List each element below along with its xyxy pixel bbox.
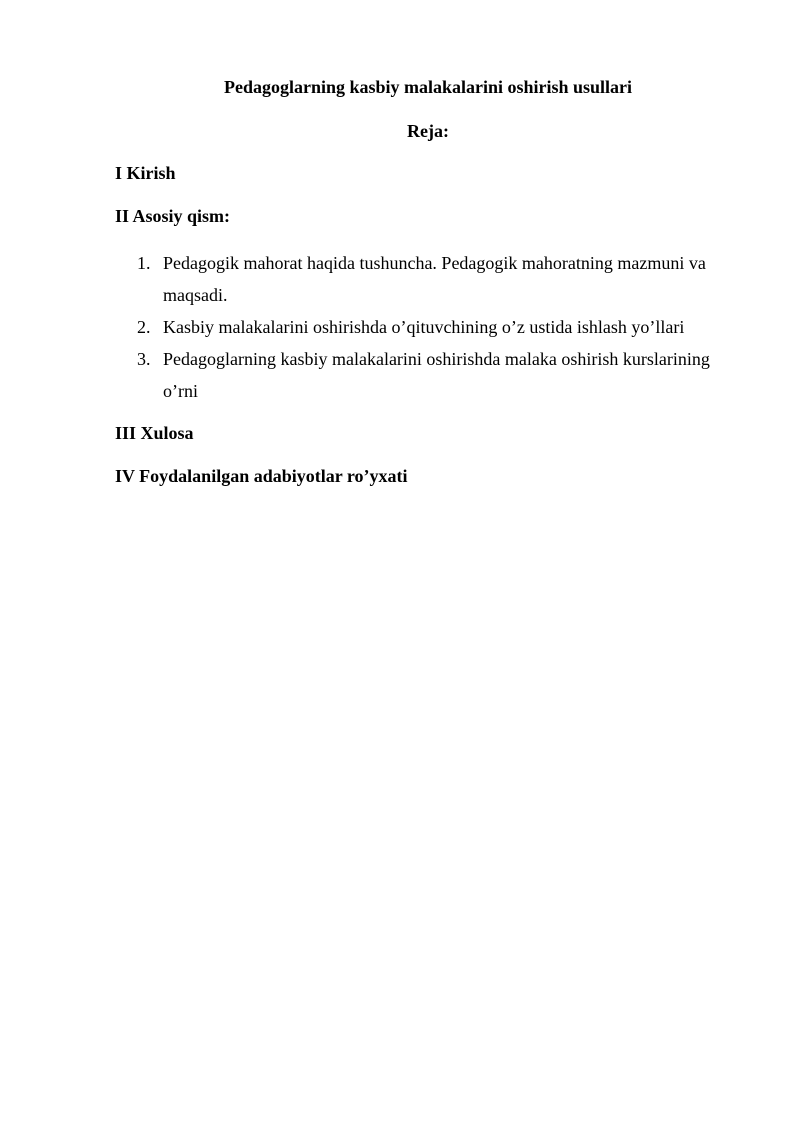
section-conclusion: III Xulosa [115, 423, 194, 443]
section-main-part: II Asosiy qism: [115, 206, 231, 226]
section-references: IV Foydalanilgan adabiyotlar ro’yxati [115, 466, 408, 486]
document-title: Pedagoglarning kasbiy malakalarini oshirish usullari [223, 77, 633, 97]
main-part-list [0, 247, 800, 407]
list-item-number: 1. [137, 253, 151, 273]
list-item-text: Pedagogik mahorat haqida tushuncha. Pedagogik mahoratning mazmuni va maqsadi. [163, 253, 706, 305]
section-introduction: I Kirish [115, 163, 176, 183]
list-item [0, 343, 743, 407]
plan-heading: Reja: [407, 121, 449, 141]
list-item-number: 2. [137, 317, 151, 337]
list-item [0, 247, 743, 311]
list-item-text: Pedagoglarning kasbiy malakalarini oshirishda malaka oshirish kurslarining o’rni [163, 349, 710, 401]
list-item [0, 311, 743, 343]
list-item-text: Kasbiy malakalarini oshirishda o’qituvchining o’z ustida ishlash yo’llari [163, 317, 685, 337]
list-item-number: 3. [137, 349, 151, 369]
